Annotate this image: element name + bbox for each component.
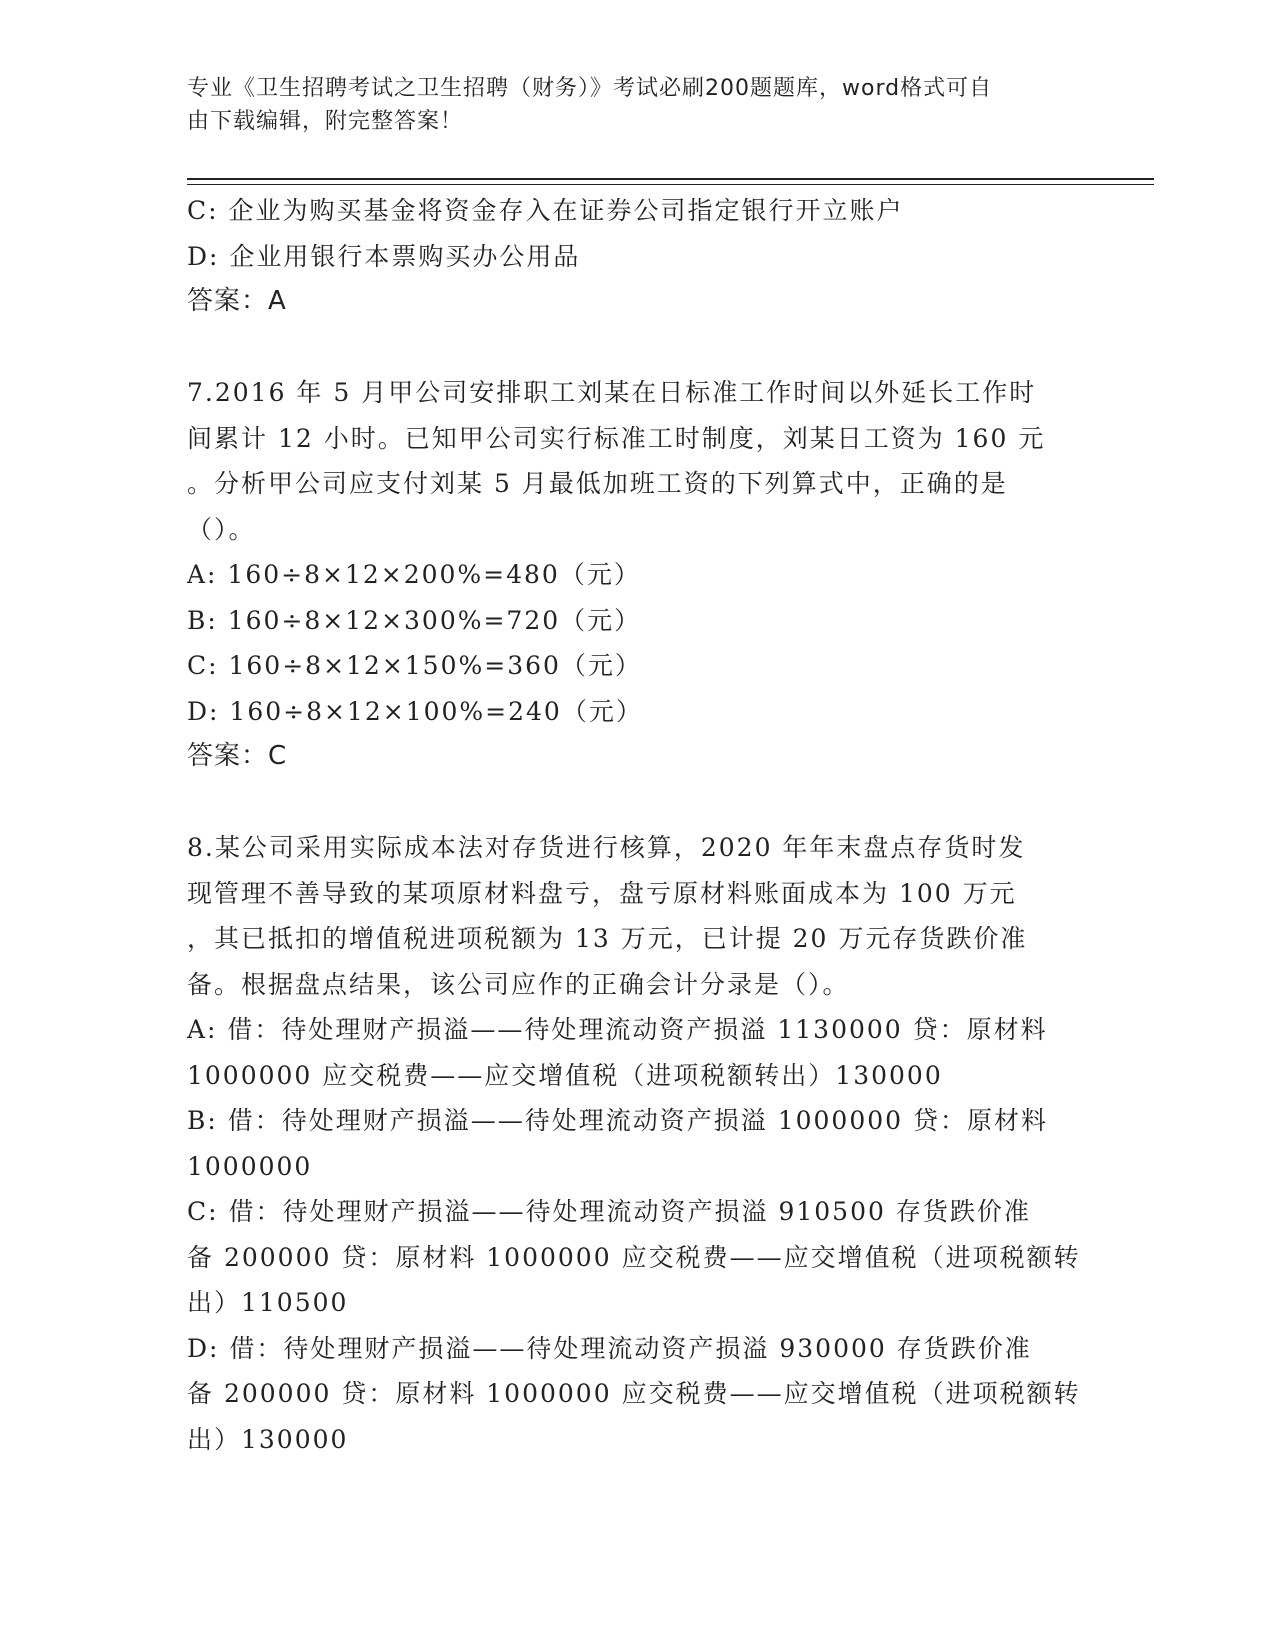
document-body [187, 188, 1087, 1462]
spacer [187, 325, 1087, 371]
q8-option-a-line-2: 1000000 应交税费——应交增值税（进项税额转出）130000 [187, 1060, 943, 1090]
q8-option-b-line-2: 1000000 [187, 1151, 313, 1181]
q8-option-b-line-1: B: 借：待处理财产损溢——待处理流动资产损溢 1000000 贷：原材料 [187, 1106, 1048, 1135]
q7-stem-line-4: （）。 [187, 514, 256, 544]
q8-option-a-line-1: A: 借：待处理财产损溢——待处理流动资产损溢 1130000 贷：原材料 [187, 1015, 1048, 1044]
header-divider-thin [187, 184, 1154, 185]
q7-answer: 答案：C [187, 741, 288, 771]
q7-option-d: D: 160÷8×12×100%=240（元） [187, 696, 643, 726]
q8-option-c-line-1: C: 借：待处理财产损溢——待处理流动资产损溢 910500 存货跌价准 [187, 1197, 1031, 1226]
q6-answer: 答案：A [187, 286, 287, 316]
q8-stem-line-2: 现管理不善导致的某项原材料盘亏，盘亏原材料账面成本为 100 万元 [187, 878, 1017, 908]
spacer [187, 780, 1087, 826]
q7-stem-line-2: 间累计 12 小时。已知甲公司实行标准工时制度，刘某日工资为 160 元 [187, 423, 1046, 453]
q6-option-c: C: 企业为购买基金将资金存入在证券公司指定银行开立账户 [187, 196, 904, 225]
q8-stem-line-4: 备。根据盘点结果，该公司应作的正确会计分录是（）。 [187, 969, 850, 999]
q7-stem-line-3: 。分析甲公司应支付刘某 5 月最低加班工资的下列算式中，正确的是 [187, 469, 1008, 498]
q8-stem-line-3: ，其已抵扣的增值税进项税额为 13 万元，已计提 20 万元存货跌价准 [187, 924, 1028, 953]
q8-option-c-line-2: 备 200000 贷：原材料 1000000 应交税费——应交增值税（进项税额转 [187, 1242, 1081, 1272]
document-header [187, 72, 1067, 138]
q7-option-b: B: 160÷8×12×300%=720（元） [187, 605, 642, 635]
q6-option-d: D: 企业用银行本票购买办公用品 [187, 241, 581, 271]
q7-stem-line-1: 7.2016 年 5 月甲公司安排职工刘某在日标准工作时间以外延长工作时 [187, 378, 1037, 407]
header-title-line-1: 专业《卫生招聘考试之卫生招聘（财务）》考试必刷200题题库，word格式可自 [187, 76, 993, 101]
header-divider-thick [187, 178, 1154, 180]
header-title-line-2: 由下载编辑，附完整答案！ [187, 109, 464, 134]
q8-stem-line-1: 8.某公司采用实际成本法对存货进行核算，2020 年年末盘点存货时发 [187, 833, 1026, 862]
q8-option-d-line-3: 出）130000 [187, 1424, 349, 1454]
q7-option-a: A: 160÷8×12×200%=480（元） [187, 560, 641, 589]
q7-option-c: C: 160÷8×12×150%=360（元） [187, 651, 642, 680]
q8-option-c-line-3: 出）110500 [187, 1288, 349, 1317]
q8-option-d-line-1: D: 借：待处理财产损溢——待处理流动资产损溢 930000 存货跌价准 [187, 1333, 1032, 1363]
q8-option-d-line-2: 备 200000 贷：原材料 1000000 应交税费——应交增值税（进项税额转 [187, 1379, 1081, 1408]
